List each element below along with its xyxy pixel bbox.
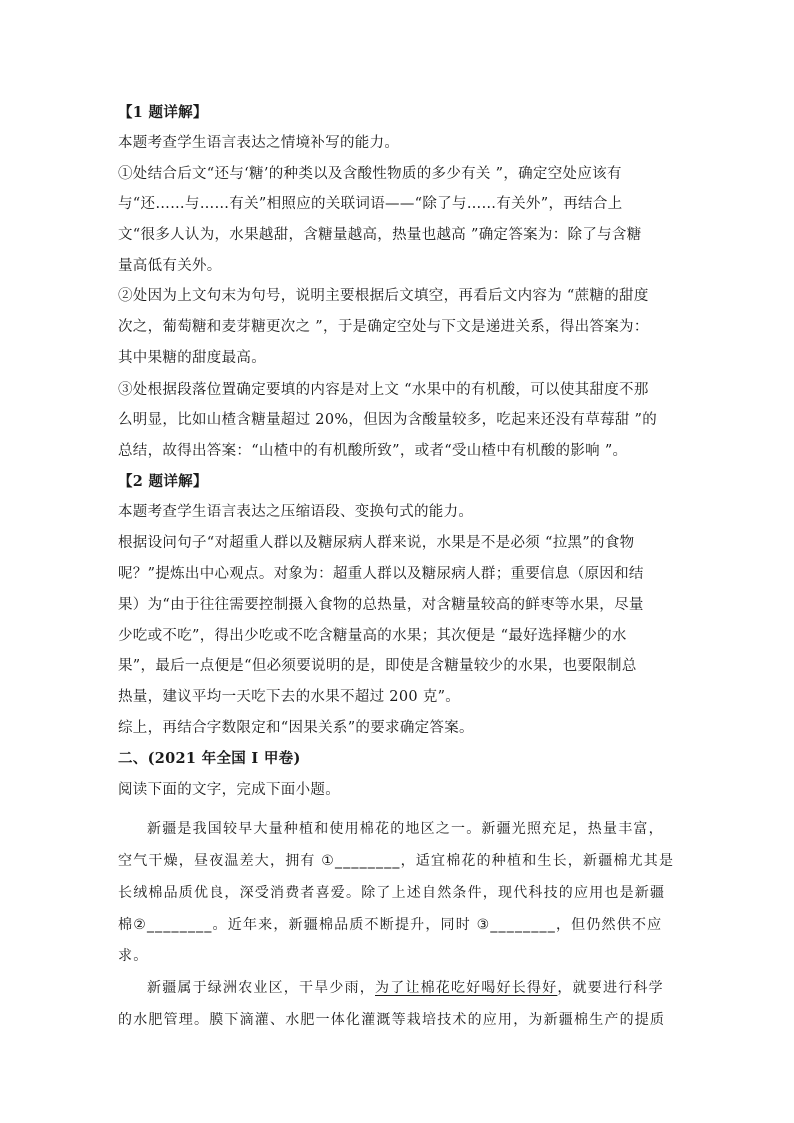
passage-p1-line-1: 新疆是我国较早大量种植和使用棉花的地区之一。新疆光照充足，热量丰富， [147,821,664,837]
s1-paragraph-2-line-1: ②处因为上文句末为句号，说明主要根据后文填空，再看后文内容为 “蔗糖的甜度 [118,288,649,304]
underlined-sentence: 为了让棉花吃好喝好长得好 [375,980,558,996]
part-2-title: 二、(2021 年全国 I 甲卷) [118,750,301,767]
section-1-intro: 本题考查学生语言表达之情境补写的能力。 [118,135,400,151]
s2-paragraph-line-5: 果”，最后一点便是“但必须要说明的是，即使是含糖量较少的水果，也要限制总 [118,658,637,674]
s2-paragraph-line-2: 呢？”提炼出中心观点。对象为：超重人群以及糖尿病人群；重要信息（原因和结 [118,566,644,582]
s2-paragraph-line-3: 果）为“由于往往需要控制摄入食物的总热量，对含糖量较高的鲜枣等水果，尽量 [118,597,644,613]
part-2-instruction: 阅读下面的文字，完成下面小题。 [118,782,340,798]
s1-paragraph-1-line-2: 与“还……与……有关”相照应的关联词语——“除了与……有关外”，再结合上 [118,196,623,212]
s2-paragraph-line-6: 热量，建议平均一天吃下去的水果不超过 200 克”。 [118,689,461,705]
s2-paragraph-line-1: 根据设问句子“对超重人群以及糖尿病人群来说，水果是不是必须 “拉黑”的食物 [118,535,635,551]
s1-paragraph-1-line-3: 文“很多人认为，水果越甜，含糖量越高，热量也越高 ”确定答案为：除了与含糖 [118,227,642,243]
passage-p2-line-1-part-a: 新疆属于绿洲农业区，干旱少雨， [147,980,375,996]
section-2-title: 【2 题详解】 [118,473,208,490]
passage-p2-line-1 [147,978,664,998]
s1-paragraph-1-line-1: ①处结合后文“还与‘糖’的种类以及含酸性物质的多少有关 ”，确定空处应该有 [118,166,622,182]
passage-p1-line-5: 求。 [118,948,149,964]
s2-conclusion: 综上，再结合字数限定和“因果关系”的要求确定答案。 [118,720,474,736]
s1-paragraph-3-line-1: ③处根据段落位置确定要填的内容是对上文 “水果中的有机酸，可以使其甜度不那 [118,382,649,398]
passage-p1-line-3: 长绒棉品质优良，深受消费者喜爱。除了上述自然条件，现代科技的应用也是新疆 [118,885,666,901]
s1-paragraph-3-line-3: 总结，故得出答案：“山楂中的有机酸所致”，或者“受山楂中有机酸的影响 ”。 [118,443,628,459]
passage-p1-line-4: 棉②________。近年来，新疆棉品质不断提升，同时 ③________，但仍然供不应 [118,917,663,933]
passage-p2-line-2: 的水肥管理。膜下滴灌、水肥一体化灌溉等栽培技术的应用，为新疆棉生产的提质 [118,1012,666,1028]
s2-paragraph-line-4: 少吃或不吃”，得出少吃或不吃含糖量高的水果；其次便是 “最好选择糖少的水 [118,628,627,644]
s1-paragraph-1-line-4: 量高低有关外。 [118,258,222,274]
s1-paragraph-3-line-2: 么明显，比如山楂含糖量超过 20%，但因为含酸量较多，吃起来还没有草莓甜 ”的 [118,412,658,428]
passage-p2-line-1-part-c: ，就要进行科学 [557,980,664,996]
s1-paragraph-2-line-2: 次之，葡萄糖和麦芽糖更次之 ”，于是确定空处与下文是递进关系，得出答案为： [118,319,649,335]
passage-p1-line-2: 空气干燥，昼夜温差大，拥有 ①________，适宜棉花的种植和生长，新疆棉尤其是 [118,853,675,869]
section-2-intro: 本题考查学生语言表达之压缩语段、变换句式的能力。 [118,504,474,520]
s1-paragraph-2-line-3: 其中果糖的甜度最高。 [118,350,266,366]
section-1-title: 【1 题详解】 [118,104,208,121]
